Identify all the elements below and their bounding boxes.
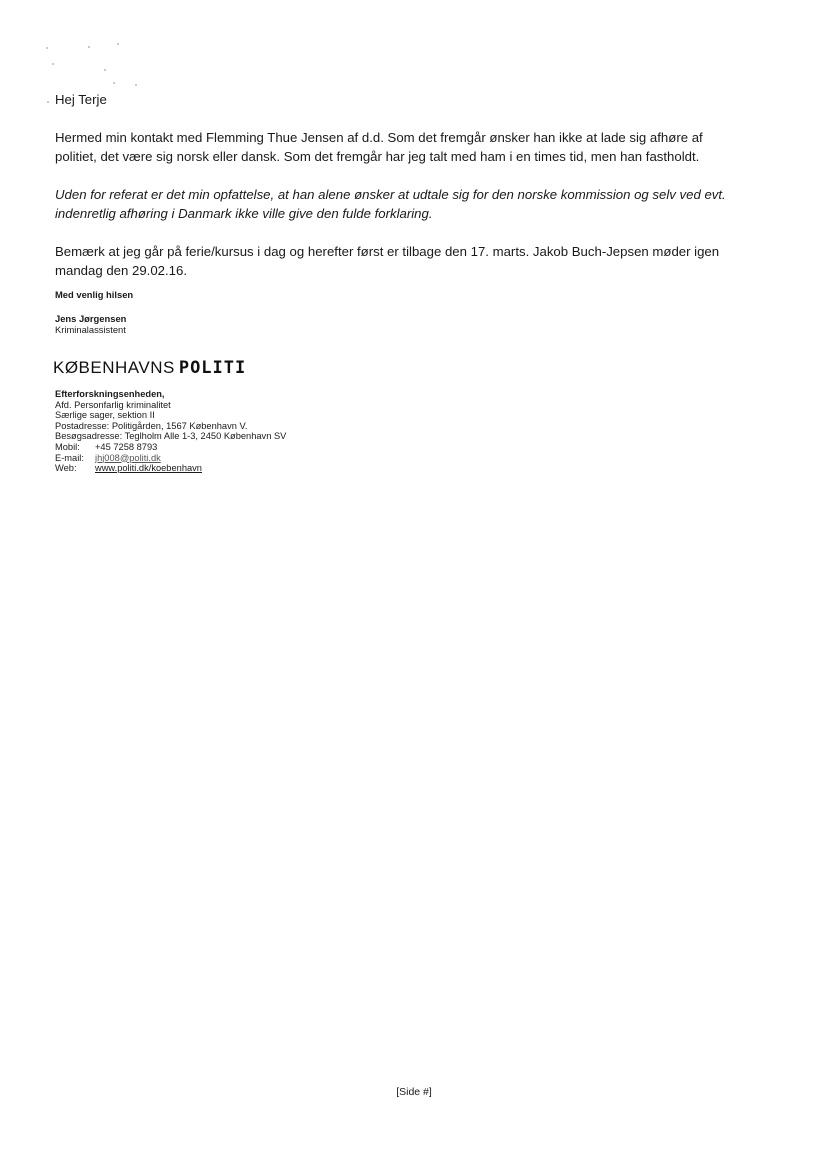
greeting: Hej Terje bbox=[55, 92, 107, 107]
paragraph-vacation: Bemærk at jeg går på ferie/kursus i dag og herefter først er tilbage den 17. marts. Jakob Buch-Jepsen møder igen mandag den 29.02.16. bbox=[55, 244, 720, 278]
paragraph-off-record: Uden for referat er det min opfattelse, at han alene ønsker at udtale sig for den norske kommission og selv ved evt. indenretlig afhøring i Danmark ikke ville give den fulde forklaring. bbox=[55, 187, 726, 221]
contact-unit: Efterforskningsenheden, bbox=[55, 389, 165, 399]
contact-email-row bbox=[55, 453, 286, 464]
signature-block bbox=[55, 313, 126, 335]
letter-body bbox=[55, 90, 745, 299]
contact-block bbox=[55, 389, 286, 474]
web-link[interactable]: www.politi.dk/koebenhavn bbox=[95, 463, 202, 474]
email-link[interactable]: jhj008@politi.dk bbox=[95, 452, 161, 463]
signature-name: Jens Jørgensen bbox=[55, 313, 127, 324]
mobile-label: Mobil: bbox=[55, 441, 80, 452]
email-label: E-mail: bbox=[55, 452, 84, 463]
page-footer: [Side #] bbox=[396, 1086, 432, 1098]
web-label: Web: bbox=[55, 463, 77, 474]
contact-visiting-address: Besøgsadresse: Teglholm Alle 1-3, 2450 København SV bbox=[55, 431, 287, 442]
contact-web-row bbox=[55, 463, 286, 474]
police-logo bbox=[53, 358, 246, 378]
contact-section: Særlige sager, sektion II bbox=[55, 410, 155, 421]
contact-department: Afd. Personfarlig kriminalitet bbox=[55, 399, 171, 410]
paragraph-contact: Hermed min kontakt med Flemming Thue Jensen af d.d. Som det fremgår ønsker han ikke at lade sig afhøre af politiet, det være sig norsk eller dansk. Som det fremgår har jeg talt med ham i en times tid, men han fastholdt. bbox=[55, 130, 703, 164]
logo-politi: POLITI bbox=[178, 358, 247, 378]
signoff: Med venlig hilsen bbox=[55, 289, 134, 300]
logo-city: KØBENHAVNS bbox=[53, 358, 175, 377]
mobile-value: +45 7258 8793 bbox=[95, 441, 158, 452]
contact-mobile-row bbox=[55, 442, 286, 453]
signature-title: Kriminalassistent bbox=[55, 324, 126, 335]
contact-postal-address: Postadresse: Politigården, 1567 København V. bbox=[55, 420, 248, 431]
